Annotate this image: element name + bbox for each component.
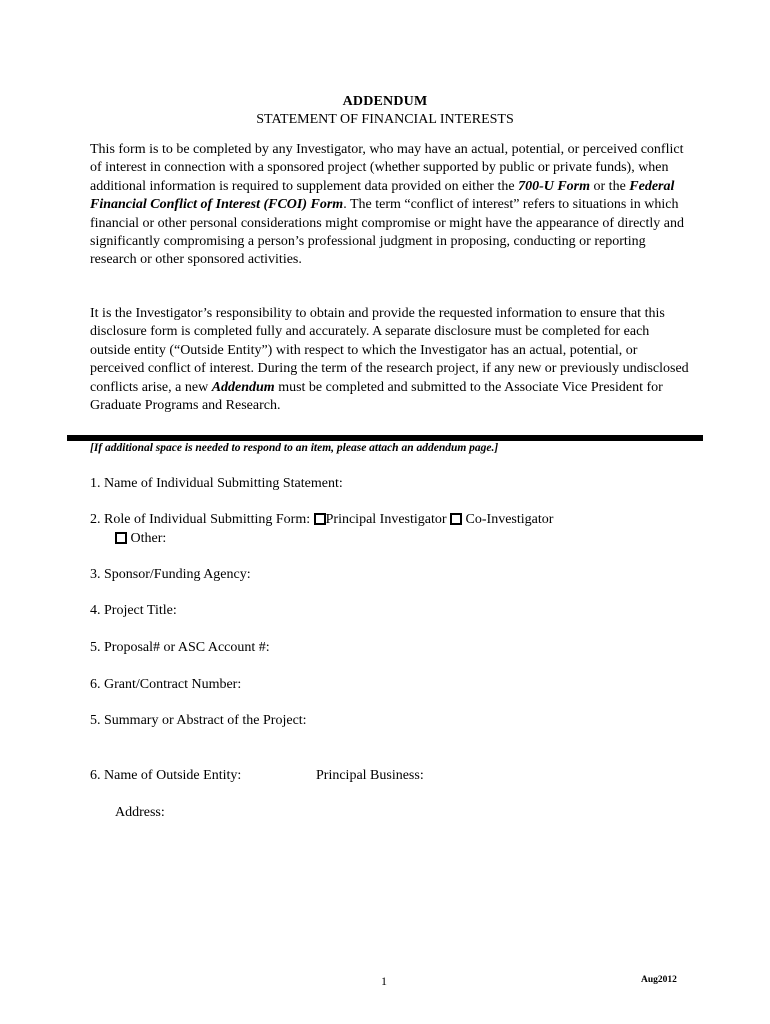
field-address: Address: (115, 805, 165, 820)
field-role-other: Other: (115, 531, 166, 547)
revision-date: Aug2012 (641, 975, 677, 985)
field-proposal-account: 5. Proposal# or ASC Account #: (90, 640, 270, 655)
field-outside-entity: 6. Name of Outside Entity: (90, 768, 242, 783)
document-subtitle: STATEMENT OF FINANCIAL INTERESTS (256, 112, 514, 127)
field-individual-name: 1. Name of Individual Submitting Statement: (90, 476, 343, 491)
field-principal-business: Principal Business: (316, 768, 424, 783)
field-sponsor: 3. Sponsor/Funding Agency: (90, 567, 251, 582)
page-number: 1 (381, 974, 387, 988)
intro-paragraph: This form is to be completed by any Investigator, who may have an actual, potential, or perceived conflict of interest in connection with a sponsored project (whether supported by public or private funds), when additional information is required to supplement data provided on either the 700-U Form or the Federal Financial Conflict of Interest (FCOI) Form. The term “conflict of interest” refers to situations in which financial or other personal considerations might compromise or might have the appearance of directly and significantly compromising a person’s professional judgment in proposing, conducting or reporting research or other sponsored activities. (90, 142, 685, 268)
field-project-title: 4. Project Title: (90, 603, 177, 618)
checkbox-co-investigator[interactable] (450, 513, 462, 525)
field-grant-contract: 6. Grant/Contract Number: (90, 677, 242, 692)
checkbox-principal-investigator[interactable] (314, 513, 326, 525)
checkbox-other[interactable] (115, 532, 127, 544)
addendum-note: [If additional space is needed to respond to an item, please attach an addendum page.] (90, 442, 499, 454)
form-name-700u: 700-U Form (518, 178, 591, 194)
responsibility-paragraph: It is the Investigator’s responsibility to obtain and provide the requested information to ensure that this disclosure form is completed fully and accurately. A separate disclosure must be completed for each outside entity (“Outside Entity”) with respect to which the Investigator has an actual, potential, or perceived conflict of interest. During the term of the research project, if any new or previously undisclosed conflicts arise, a new Addendum must be completed and submitted to the Associate Vice President for Graduate Programs and Research. (90, 306, 689, 414)
form-name-fcoi: Federal Financial Conflict of Interest (FCOI) Form (90, 178, 675, 213)
addendum-emphasis: Addendum (211, 379, 275, 395)
field-summary: 5. Summary or Abstract of the Project: (90, 713, 307, 728)
section-divider (67, 435, 703, 441)
document-title: ADDENDUM (342, 94, 428, 109)
field-role: 2. Role of Individual Submitting Form: Principal Investigator Co-Investigator (90, 512, 554, 527)
